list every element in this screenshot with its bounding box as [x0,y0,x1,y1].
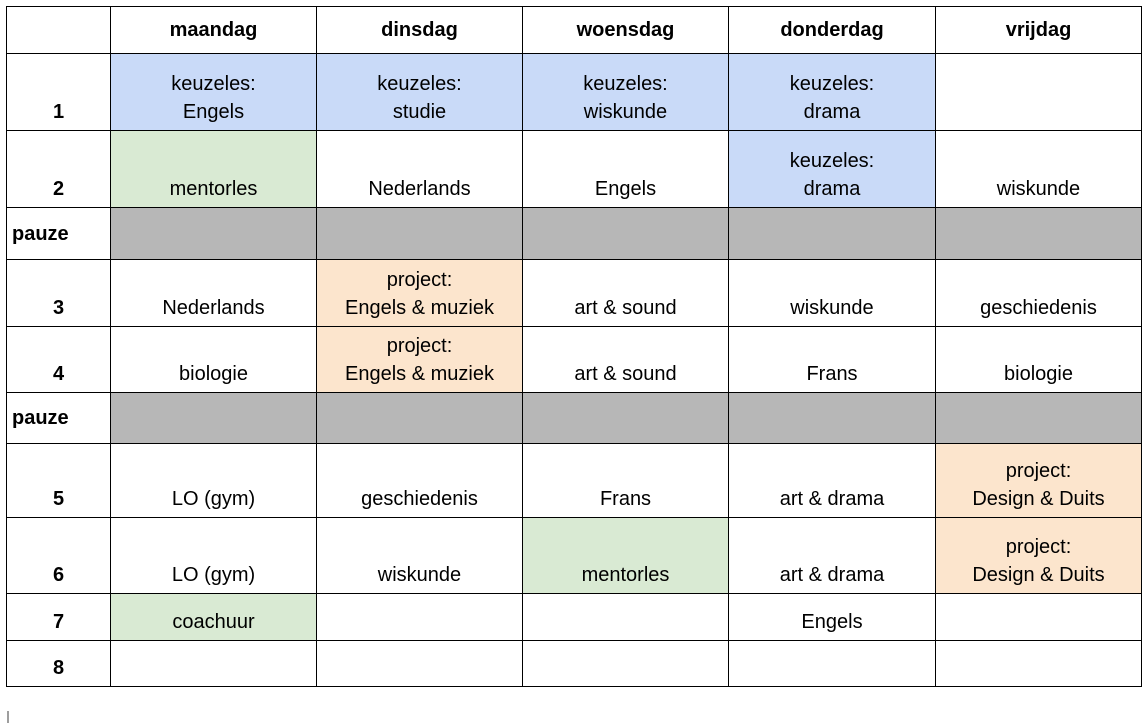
timetable-header [7,7,1142,54]
lesson-cell [111,131,317,208]
lesson-cell [523,641,729,687]
lesson-cell [729,131,936,208]
lesson-text: LO (gym) [171,488,256,510]
lesson-text: Engels [182,101,245,123]
pause-cell [729,393,936,444]
lesson-cell [936,260,1142,327]
lesson-text: Engels [801,611,863,633]
lesson-text: art & drama [779,488,885,510]
lesson-cell [936,594,1142,641]
lesson-cell [111,518,317,594]
lesson-cell [729,260,936,327]
lesson-cell [317,260,523,327]
day-header-donderdag: donderdag [729,7,936,54]
lesson-cell [317,131,523,208]
pause-cell [111,393,317,444]
pause-cell [317,208,523,260]
lesson-text: project: [386,335,453,357]
lesson-cell [111,594,317,641]
period-row [7,594,1142,641]
day-header-woensdag: woensdag [523,7,729,54]
lesson-cell [936,444,1142,518]
lesson-text: geschiedenis [361,488,478,510]
lesson-cell [729,594,936,641]
lesson-cell [317,54,523,131]
lesson-cell [523,131,729,208]
lesson-cell [111,444,317,518]
period-number: 1 [7,54,111,131]
lesson-text: drama [803,101,861,123]
period-row [7,260,1142,327]
lesson-cell [936,131,1142,208]
lesson-text: Engels & muziek [345,363,494,385]
period-number: 3 [7,260,111,327]
lesson-cell [936,327,1142,393]
scroll-edge-marker [7,711,9,723]
period-row [7,327,1142,393]
lesson-text: coachuur [172,611,255,633]
lesson-text: project: [386,269,453,291]
lesson-cell [317,641,523,687]
pause-label: pauze [7,393,111,444]
day-header-vrijdag: vrijdag [936,7,1142,54]
lesson-cell [317,594,523,641]
lesson-text: art & sound [574,363,677,385]
lesson-cell [111,327,317,393]
lesson-cell [729,641,936,687]
lesson-cell [523,260,729,327]
lesson-cell [729,518,936,594]
lesson-text: keuzeles: [171,73,256,95]
period-number: 4 [7,327,111,393]
lesson-cell [111,641,317,687]
lesson-text: geschiedenis [980,297,1097,319]
pause-cell [523,393,729,444]
lesson-text: wiskunde [790,297,874,319]
lesson-text: project: [1005,460,1072,482]
lesson-cell [936,54,1142,131]
timetable [6,6,1142,687]
lesson-text: keuzeles: [789,73,875,95]
lesson-cell [523,518,729,594]
lesson-cell [523,444,729,518]
pause-cell [523,208,729,260]
lesson-text: Design & Duits [972,488,1105,510]
lesson-text: Design & Duits [972,564,1105,586]
corner-cell [7,7,111,54]
period-number: 6 [7,518,111,594]
lesson-text: wiskunde [377,564,462,586]
lesson-text: Frans [599,488,652,510]
lesson-text: drama [803,178,861,200]
lesson-text: LO (gym) [171,564,256,586]
pause-row [7,208,1142,260]
lesson-cell [523,594,729,641]
pause-cell [317,393,523,444]
period-row [7,641,1142,687]
lesson-cell [523,54,729,131]
pause-cell [729,208,936,260]
lesson-cell [111,260,317,327]
lesson-text: Engels [594,178,657,200]
pause-label: pauze [7,208,111,260]
period-row [7,54,1142,131]
lesson-cell [317,444,523,518]
lesson-cell [729,444,936,518]
period-row [7,131,1142,208]
lesson-cell [111,54,317,131]
lesson-text: keuzeles: [583,73,668,95]
day-header-dinsdag: dinsdag [317,7,523,54]
lesson-cell [317,518,523,594]
lesson-text: keuzeles: [789,150,875,172]
pause-cell [936,208,1142,260]
lesson-cell [729,327,936,393]
lesson-text: mentorles [169,178,258,200]
lesson-text: wiskunde [583,101,668,123]
lesson-text: studie [392,101,447,123]
lesson-text: project: [1005,536,1072,558]
lesson-text: wiskunde [996,178,1081,200]
lesson-text: keuzeles: [377,73,462,95]
lesson-text: mentorles [581,564,670,586]
pause-row [7,393,1142,444]
timetable-body [7,54,1142,687]
lesson-text: Frans [806,363,858,385]
period-number: 8 [7,641,111,687]
lesson-cell [936,641,1142,687]
lesson-cell [317,327,523,393]
lesson-cell [936,518,1142,594]
header-row [7,7,1142,54]
pause-cell [936,393,1142,444]
period-row [7,444,1142,518]
lesson-text: art & sound [574,297,677,319]
lesson-cell [729,54,936,131]
lesson-cell [523,327,729,393]
lesson-text: Nederlands [368,178,471,200]
period-number: 7 [7,594,111,641]
day-header-maandag: maandag [111,7,317,54]
lesson-text: Nederlands [162,297,265,319]
pause-cell [111,208,317,260]
period-number: 2 [7,131,111,208]
lesson-text: Engels & muziek [345,297,494,319]
lesson-text: biologie [179,363,248,385]
lesson-text: art & drama [779,564,885,586]
lesson-text: biologie [1004,363,1073,385]
period-number: 5 [7,444,111,518]
period-row [7,518,1142,594]
